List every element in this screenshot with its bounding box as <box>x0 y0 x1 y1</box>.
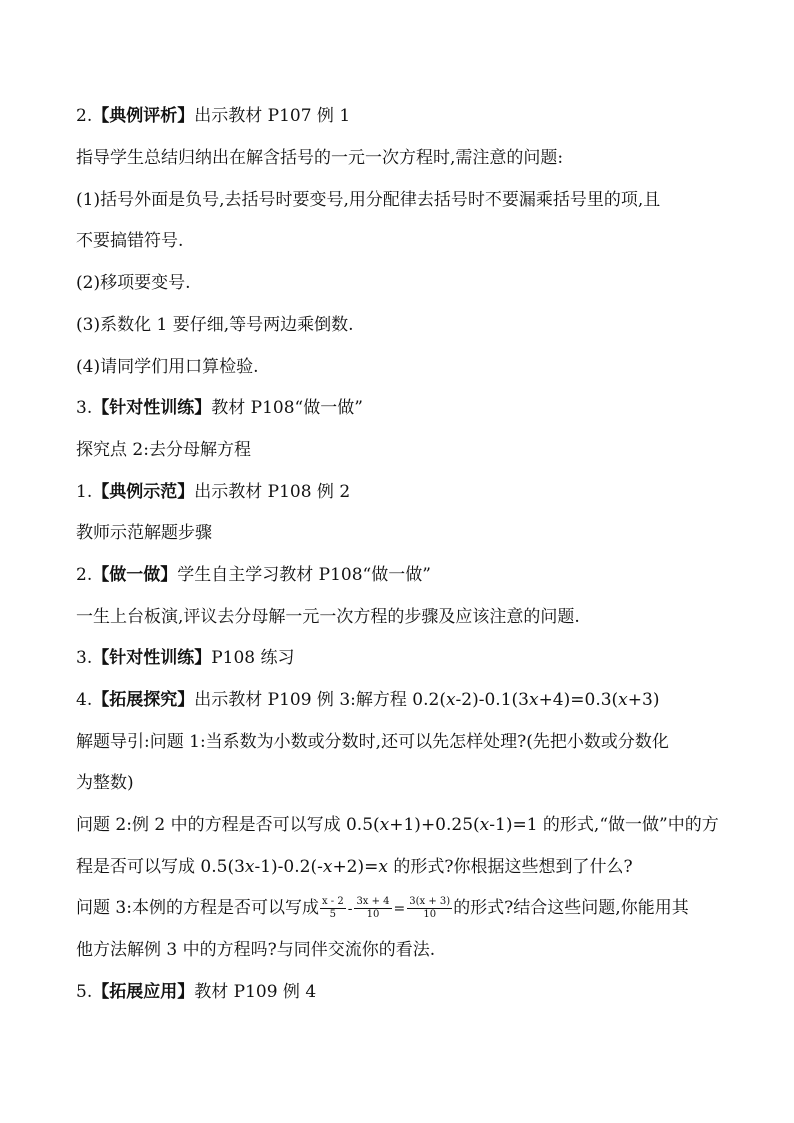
item-tag: 【典例示范】 <box>92 482 195 502</box>
question-2-line-cont <box>76 855 754 879</box>
item-2-typical-analysis <box>76 104 754 128</box>
paragraph-line <box>76 521 754 545</box>
line-text: 教师示范解题步骤 <box>76 523 212 543</box>
item-4-extension-explore <box>76 688 754 712</box>
paragraph-line <box>76 355 754 379</box>
line-text: (2)移项要变号. <box>76 273 191 293</box>
equation-text: -2)-0.1(3 <box>455 690 529 710</box>
paragraph-line <box>76 313 754 337</box>
fraction-numerator: 3x + 4 <box>356 896 390 907</box>
line-text: 程是否可以写成 0.5(3 <box>76 857 245 877</box>
item-text: 出示教材 P108 例 2 <box>194 482 351 502</box>
equation-text: +3) <box>627 690 660 710</box>
equation-text: 出示教材 P109 例 3:解方程 0.2( <box>194 690 446 710</box>
paragraph-line <box>76 271 754 295</box>
line-text: (3)系数化 1 要仔细,等号两边乘倒数. <box>76 315 354 335</box>
variable-x: x <box>445 690 456 710</box>
line-text: 解题导引:问题 1:当系数为小数或分数时,还可以先怎样处理?(先把小数或分数化 <box>76 732 669 752</box>
line-text: 指导学生总结归纳出在解含括号的一元一次方程时,需注意的问题: <box>76 148 564 168</box>
line-text: +1)+0.25( <box>389 815 480 835</box>
paragraph-line <box>76 188 754 212</box>
item-tag: 【拓展应用】 <box>92 982 195 1002</box>
variable-x: x <box>322 857 333 877</box>
paragraph-line <box>76 605 754 629</box>
fraction <box>407 896 452 921</box>
item-text: 教材 P109 例 4 <box>194 982 317 1002</box>
item-tag: 【典例评析】 <box>92 106 195 126</box>
item-number: 2. <box>76 565 93 585</box>
item-tag: 【针对性训练】 <box>92 648 212 668</box>
variable-x: x <box>479 815 490 835</box>
question-2-line <box>76 813 754 837</box>
line-text: (1)括号外面是负号,去括号时要变号,用分配律去括号时不要漏乘括号里的项,且 <box>76 190 661 210</box>
line-text: 为整数) <box>76 773 134 793</box>
item-1-typical-demo <box>76 480 754 504</box>
item-text: 学生自主学习教材 P108“做一做” <box>177 565 431 585</box>
item-number: 1. <box>76 482 93 502</box>
variable-x: x <box>244 857 255 877</box>
item-5-extension-apply <box>76 980 754 1004</box>
paragraph-line <box>76 229 754 253</box>
line-text: 的形式?你根据这些想到了什么? <box>387 857 633 877</box>
paragraph-line <box>76 938 754 962</box>
line-text: -1)=1 的形式,“做一做”中的方 <box>489 815 719 835</box>
line-text: 不要搞错符号. <box>76 231 184 251</box>
paragraph-line <box>76 730 754 754</box>
item-tag: 【做一做】 <box>92 565 178 585</box>
fraction <box>320 896 346 921</box>
fraction-numerator: x - 2 <box>321 896 344 907</box>
paragraph-line <box>76 771 754 795</box>
line-text: 问题 3:本例的方程是否可以写成 <box>76 898 319 918</box>
variable-x: x <box>528 690 539 710</box>
line-text: -1)-0.2(- <box>254 857 323 877</box>
variable-x: x <box>618 690 628 710</box>
item-3-targeted-training <box>76 646 754 670</box>
fraction-numerator: 3(x + 3) <box>409 896 451 907</box>
item-tag: 【针对性训练】 <box>92 398 212 418</box>
section-heading <box>76 438 754 462</box>
equation-text: +4)=0.3( <box>538 690 619 710</box>
item-2-try-it <box>76 563 754 587</box>
item-number: 3. <box>76 648 93 668</box>
item-3-targeted-training <box>76 396 754 420</box>
equals-operator: = <box>393 901 406 917</box>
item-text: 出示教材 P107 例 1 <box>194 106 351 126</box>
line-text: 一生上台板演,评议去分母解一元一次方程的步骤及应该注意的问题. <box>76 607 580 627</box>
item-text: P108 练习 <box>211 648 295 668</box>
minus-operator: - <box>347 901 353 917</box>
fraction <box>354 896 391 921</box>
line-text: 问题 2:例 2 中的方程是否可以写成 0.5( <box>76 815 380 835</box>
item-number: 5. <box>76 982 93 1002</box>
paragraph-line <box>76 146 754 170</box>
line-text: (4)请同学们用口算检验. <box>76 357 259 377</box>
fraction-denominator: 5 <box>329 909 337 920</box>
line-text: 的形式?结合这些问题,你能用其 <box>453 898 689 918</box>
fraction-denominator: 10 <box>423 909 437 920</box>
variable-x: x <box>379 815 390 835</box>
line-text: 探究点 2:去分母解方程 <box>76 440 251 460</box>
variable-x: x <box>378 857 388 877</box>
line-text: 他方法解例 3 中的方程吗?与同伴交流你的看法. <box>76 940 436 960</box>
item-tag: 【拓展探究】 <box>92 690 195 710</box>
item-number: 3. <box>76 398 93 418</box>
item-number: 2. <box>76 106 93 126</box>
question-3-line <box>76 896 754 921</box>
line-text: +2)= <box>332 857 379 877</box>
item-text: 教材 P108“做一做” <box>211 398 363 418</box>
fraction-denominator: 10 <box>366 909 380 920</box>
item-number: 4. <box>76 690 93 710</box>
